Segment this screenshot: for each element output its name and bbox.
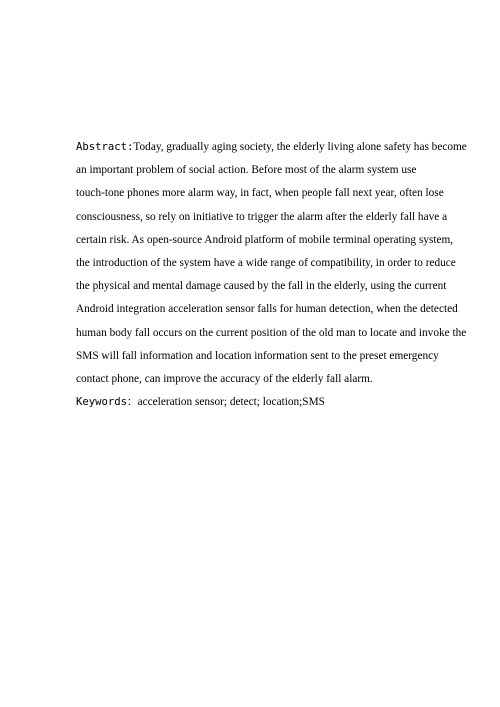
keywords-line — [76, 391, 436, 414]
abstract-text: Today, gradually aging society, the elderly living alone safety has become — [133, 141, 467, 153]
keywords-text: acceleration sensor; detect; location;SMS — [137, 396, 325, 409]
abstract-label: Abstract: — [76, 141, 134, 153]
keywords-label: Keywords： — [76, 396, 138, 409]
abstract-line: Android integration acceleration sensor falls for human detection, when the detected — [76, 303, 458, 316]
abstract-line: the physical and mental damage caused by the fall in the elderly, using the current — [76, 280, 447, 293]
abstract-line: touch-tone phones more alarm way, in fact, when people fall next year, often lose — [76, 187, 444, 200]
abstract-line: an important problem of social action. Before most of the alarm system use — [76, 164, 417, 177]
abstract-line — [76, 136, 467, 159]
abstract-line: certain risk. As open-source Android platform of mobile terminal operating system, — [76, 233, 454, 246]
abstract-line: human body fall occurs on the current position of the old man to locate and invoke the — [76, 326, 467, 339]
abstract-line: consciousness, so rely on initiative to trigger the alarm after the elderly fall have a — [76, 210, 448, 223]
abstract-block — [76, 136, 467, 414]
abstract-line: contact phone, can improve the accuracy of the elderly fall alarm. — [76, 372, 373, 385]
abstract-line: SMS will fall information and location information sent to the preset emergency — [76, 349, 439, 362]
abstract-line: the introduction of the system have a wide range of compatibility, in order to reduce — [76, 256, 456, 269]
